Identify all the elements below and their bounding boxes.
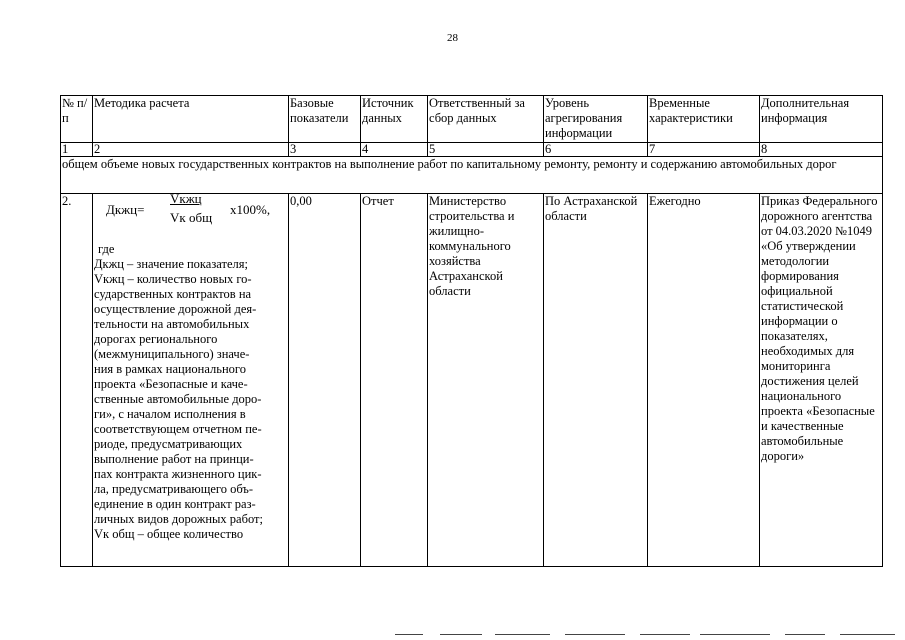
column-number-cell: 6 bbox=[544, 143, 648, 157]
column-number-cell: 2 bbox=[93, 143, 289, 157]
data-source: Отчет bbox=[361, 194, 428, 567]
section-title: общем объеме новых государственных контрактов на выполнение работ по капитальному ремонту, ремонту и содержанию автомобильных дорог bbox=[61, 157, 883, 194]
header-cell: Уровень агрегирования информации bbox=[544, 96, 648, 143]
table-row bbox=[61, 194, 883, 567]
description-line: проекта «Безопасные и каче- bbox=[94, 377, 248, 391]
header-row bbox=[61, 96, 883, 143]
description-line: выполнение работ на принци- bbox=[94, 452, 254, 466]
column-number-cell: 3 bbox=[289, 143, 361, 157]
description-line: тельности на автомобильных bbox=[94, 317, 250, 331]
description-line: пах контракта жизненного цик- bbox=[94, 467, 262, 481]
where-label: где bbox=[98, 242, 115, 256]
column-number-cell: 8 bbox=[760, 143, 883, 157]
bottom-scan-marks bbox=[395, 634, 895, 636]
description-line: сударственных контрактов на bbox=[94, 287, 252, 301]
description-line: риоде, предусматривающих bbox=[94, 437, 243, 451]
header-cell: № п/п bbox=[61, 96, 93, 143]
header-cell: Источник данных bbox=[361, 96, 428, 143]
column-number-row bbox=[61, 143, 883, 157]
description-line: ния в рамках национального bbox=[94, 362, 246, 376]
column-number-cell: 4 bbox=[361, 143, 428, 157]
header-cell: Базовые показатели bbox=[289, 96, 361, 143]
description-line: личных видов дорожных работ; bbox=[94, 512, 263, 526]
formula-denominator: Vк общ bbox=[170, 210, 213, 225]
header-cell: Временные характеристики bbox=[648, 96, 760, 143]
header-cell: Методика расчета bbox=[93, 96, 289, 143]
time-characteristics: Ежегодно bbox=[648, 194, 760, 567]
page-number: 28 bbox=[447, 32, 458, 44]
column-number-cell: 5 bbox=[428, 143, 544, 157]
column-number-cell: 1 bbox=[61, 143, 93, 157]
formula-numerator: Vкжц bbox=[170, 191, 202, 206]
description-line: ственные автомобильные доро- bbox=[94, 392, 262, 406]
description-line: осуществление дорожной дея- bbox=[94, 302, 257, 316]
column-number-cell: 7 bbox=[648, 143, 760, 157]
description-line: ги», с началом исполнения в bbox=[94, 407, 246, 421]
description-line: (межмуниципального) значе- bbox=[94, 347, 250, 361]
indicator-table bbox=[60, 95, 883, 567]
methodology-description bbox=[94, 257, 287, 542]
description-line: соответствующем отчетном пе- bbox=[94, 422, 262, 436]
additional-info: Приказ Федерального дорожного агентства от 04.03.2020 №1049 «Об утверждении методологии формирования официальной статистической информации о показателях, необходимых для мониторинга достижения целей национального проекта «Безопасные и качественные автомобильные дороги» bbox=[760, 194, 883, 567]
aggregation-level: По Астраханской области bbox=[544, 194, 648, 567]
responsible-party: Министерство строительства и жилищно-коммунального хозяйства Астраханской области bbox=[428, 194, 544, 567]
methodology-cell bbox=[93, 191, 289, 567]
description-line: ла, предусматривающего объ- bbox=[94, 482, 254, 496]
formula-lhs: Дкжц= bbox=[106, 202, 145, 217]
header-cell: Дополнительная информация bbox=[760, 96, 883, 143]
description-line: дорогах регионального bbox=[94, 332, 218, 346]
description-line: Дкжц – значение показателя; bbox=[94, 257, 248, 271]
base-value: 0,00 bbox=[289, 194, 361, 567]
header-cell: Ответственный за сбор данных bbox=[428, 96, 544, 143]
description-line: Vк общ – общее количество bbox=[94, 527, 244, 541]
description-line: единение в один контракт раз- bbox=[94, 497, 256, 511]
section-row bbox=[61, 157, 883, 194]
description-line: Vкжц – количество новых го- bbox=[94, 272, 252, 286]
formula-multiplier: х100%, bbox=[230, 202, 271, 217]
row-number: 2. bbox=[61, 194, 93, 567]
formula bbox=[94, 191, 287, 238]
